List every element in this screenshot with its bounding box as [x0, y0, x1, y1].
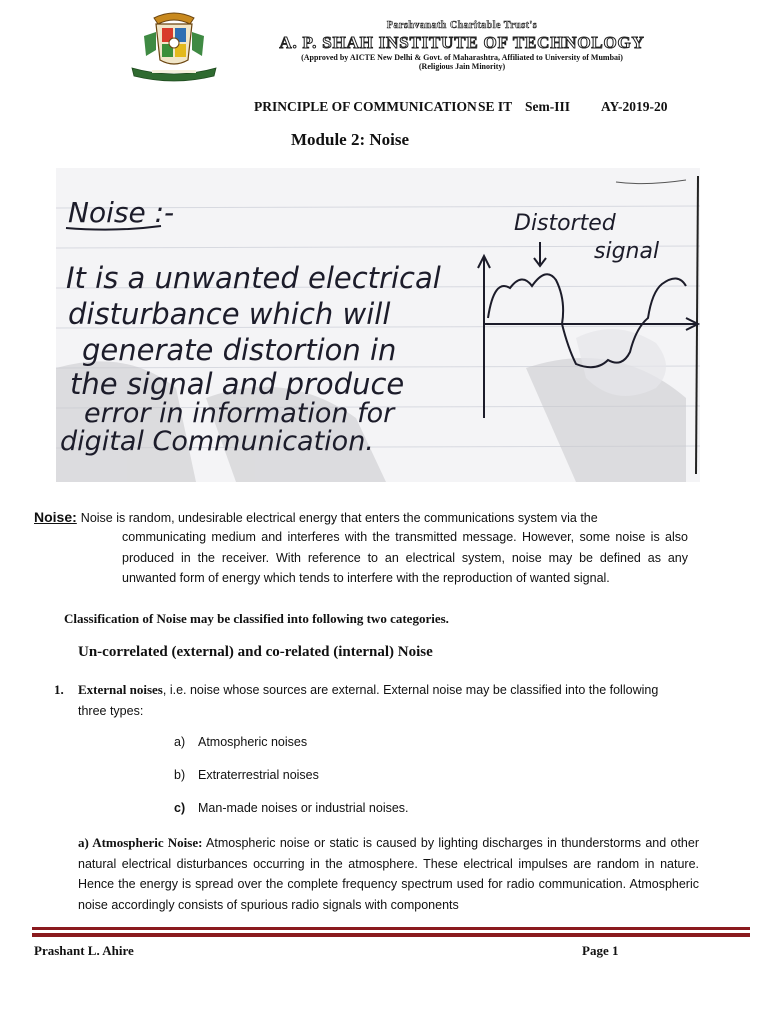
institute-logo — [126, 10, 222, 82]
category-heading: Un-correlated (external) and co-related (internal) Noise — [78, 644, 433, 660]
external-noises-text: , i.e. noise whose sources are external. External noise may be classified into the following three types: — [78, 683, 659, 718]
noise-type-c — [174, 801, 409, 815]
noise-type-letter: b) — [174, 768, 186, 782]
noise-type-label: Man-made noises or industrial noises. — [198, 801, 409, 815]
external-noises-item — [54, 680, 674, 721]
handwritten-note-image — [56, 168, 700, 482]
noise-definition — [34, 507, 694, 585]
atmospheric-noise-term: a) Atmospheric Noise: — [78, 835, 203, 850]
noise-type-label: Extraterrestrial noises — [198, 768, 319, 782]
minority-line: (Religious Jain Minority) — [418, 62, 506, 71]
noise-type-a — [174, 735, 307, 749]
semester: Sem-III — [525, 99, 571, 114]
footer-author: Prashant L. Ahire — [34, 943, 134, 958]
hw-heading: Noise :- — [68, 196, 175, 229]
item-number: 1. — [54, 682, 64, 697]
atmospheric-noise-text: Atmospheric noise or static is caused by lighting discharges in thunderstorms and other natural electrical disturbances occurring in the atmosphere. These electrical impulses are random in nature. Hence the energy is spread over the complete frequency spectrum used for radio communication. Atmospheric noise accordingly consists of spurious radio signals with components — [78, 836, 699, 912]
noise-term: Noise: — [34, 509, 77, 525]
atmospheric-noise-paragraph — [78, 833, 699, 915]
noise-type-label: Atmospheric noises — [198, 735, 308, 749]
footer-rule-bottom — [32, 933, 750, 937]
noise-type-letter: a) — [174, 735, 186, 749]
classification-heading: Classification of Noise may be classified into following two categories. — [64, 611, 449, 626]
academic-year: AY-2019-20 — [601, 99, 668, 114]
footer-rule-top — [32, 927, 750, 930]
noise-definition-rest: communicating medium and interferes with the transmitted message. However, some noise is also produced in the receiver. With reference to an electrical system, noise may be defined as any unwanted form of energy which tends to interfere with the reproduction of wanted signal. — [122, 530, 688, 585]
noise-type-b — [174, 768, 319, 782]
hw-line-3: generate distortion in — [82, 333, 397, 367]
hw-line-5: error in information for — [84, 398, 395, 429]
subject-name: PRINCIPLE OF COMMUNICATION — [254, 99, 477, 114]
noise-type-letter: c) — [174, 801, 186, 815]
external-noises-term: External noises — [78, 682, 163, 697]
hw-sketch-label-1: Distorted — [514, 211, 616, 236]
branch: SE IT — [478, 99, 513, 114]
footer-page-number: Page 1 — [582, 943, 619, 958]
hw-sketch-label-2: signal — [594, 239, 660, 264]
hw-line-6: digital Communication. — [60, 426, 374, 457]
hw-line-4: the signal and produce — [70, 367, 405, 401]
hw-line-1: It is a unwanted electrical — [66, 261, 441, 295]
institute-name: A. P. SHAH INSTITUTE OF TECHNOLOGY — [279, 33, 645, 52]
hw-line-2: disturbance which will — [68, 297, 391, 331]
approval-line: (Approved by AICTE New Delhi & Govt. of Maharashtra, Affiliated to University of Mumbai) — [301, 53, 623, 62]
trust-name: Parshvanath Charitable Trust's — [386, 20, 538, 31]
noise-definition-line-1: Noise is random, undesirable electrical energy that enters the communications system via the — [80, 511, 598, 525]
module-title: Module 2: Noise — [291, 130, 410, 149]
